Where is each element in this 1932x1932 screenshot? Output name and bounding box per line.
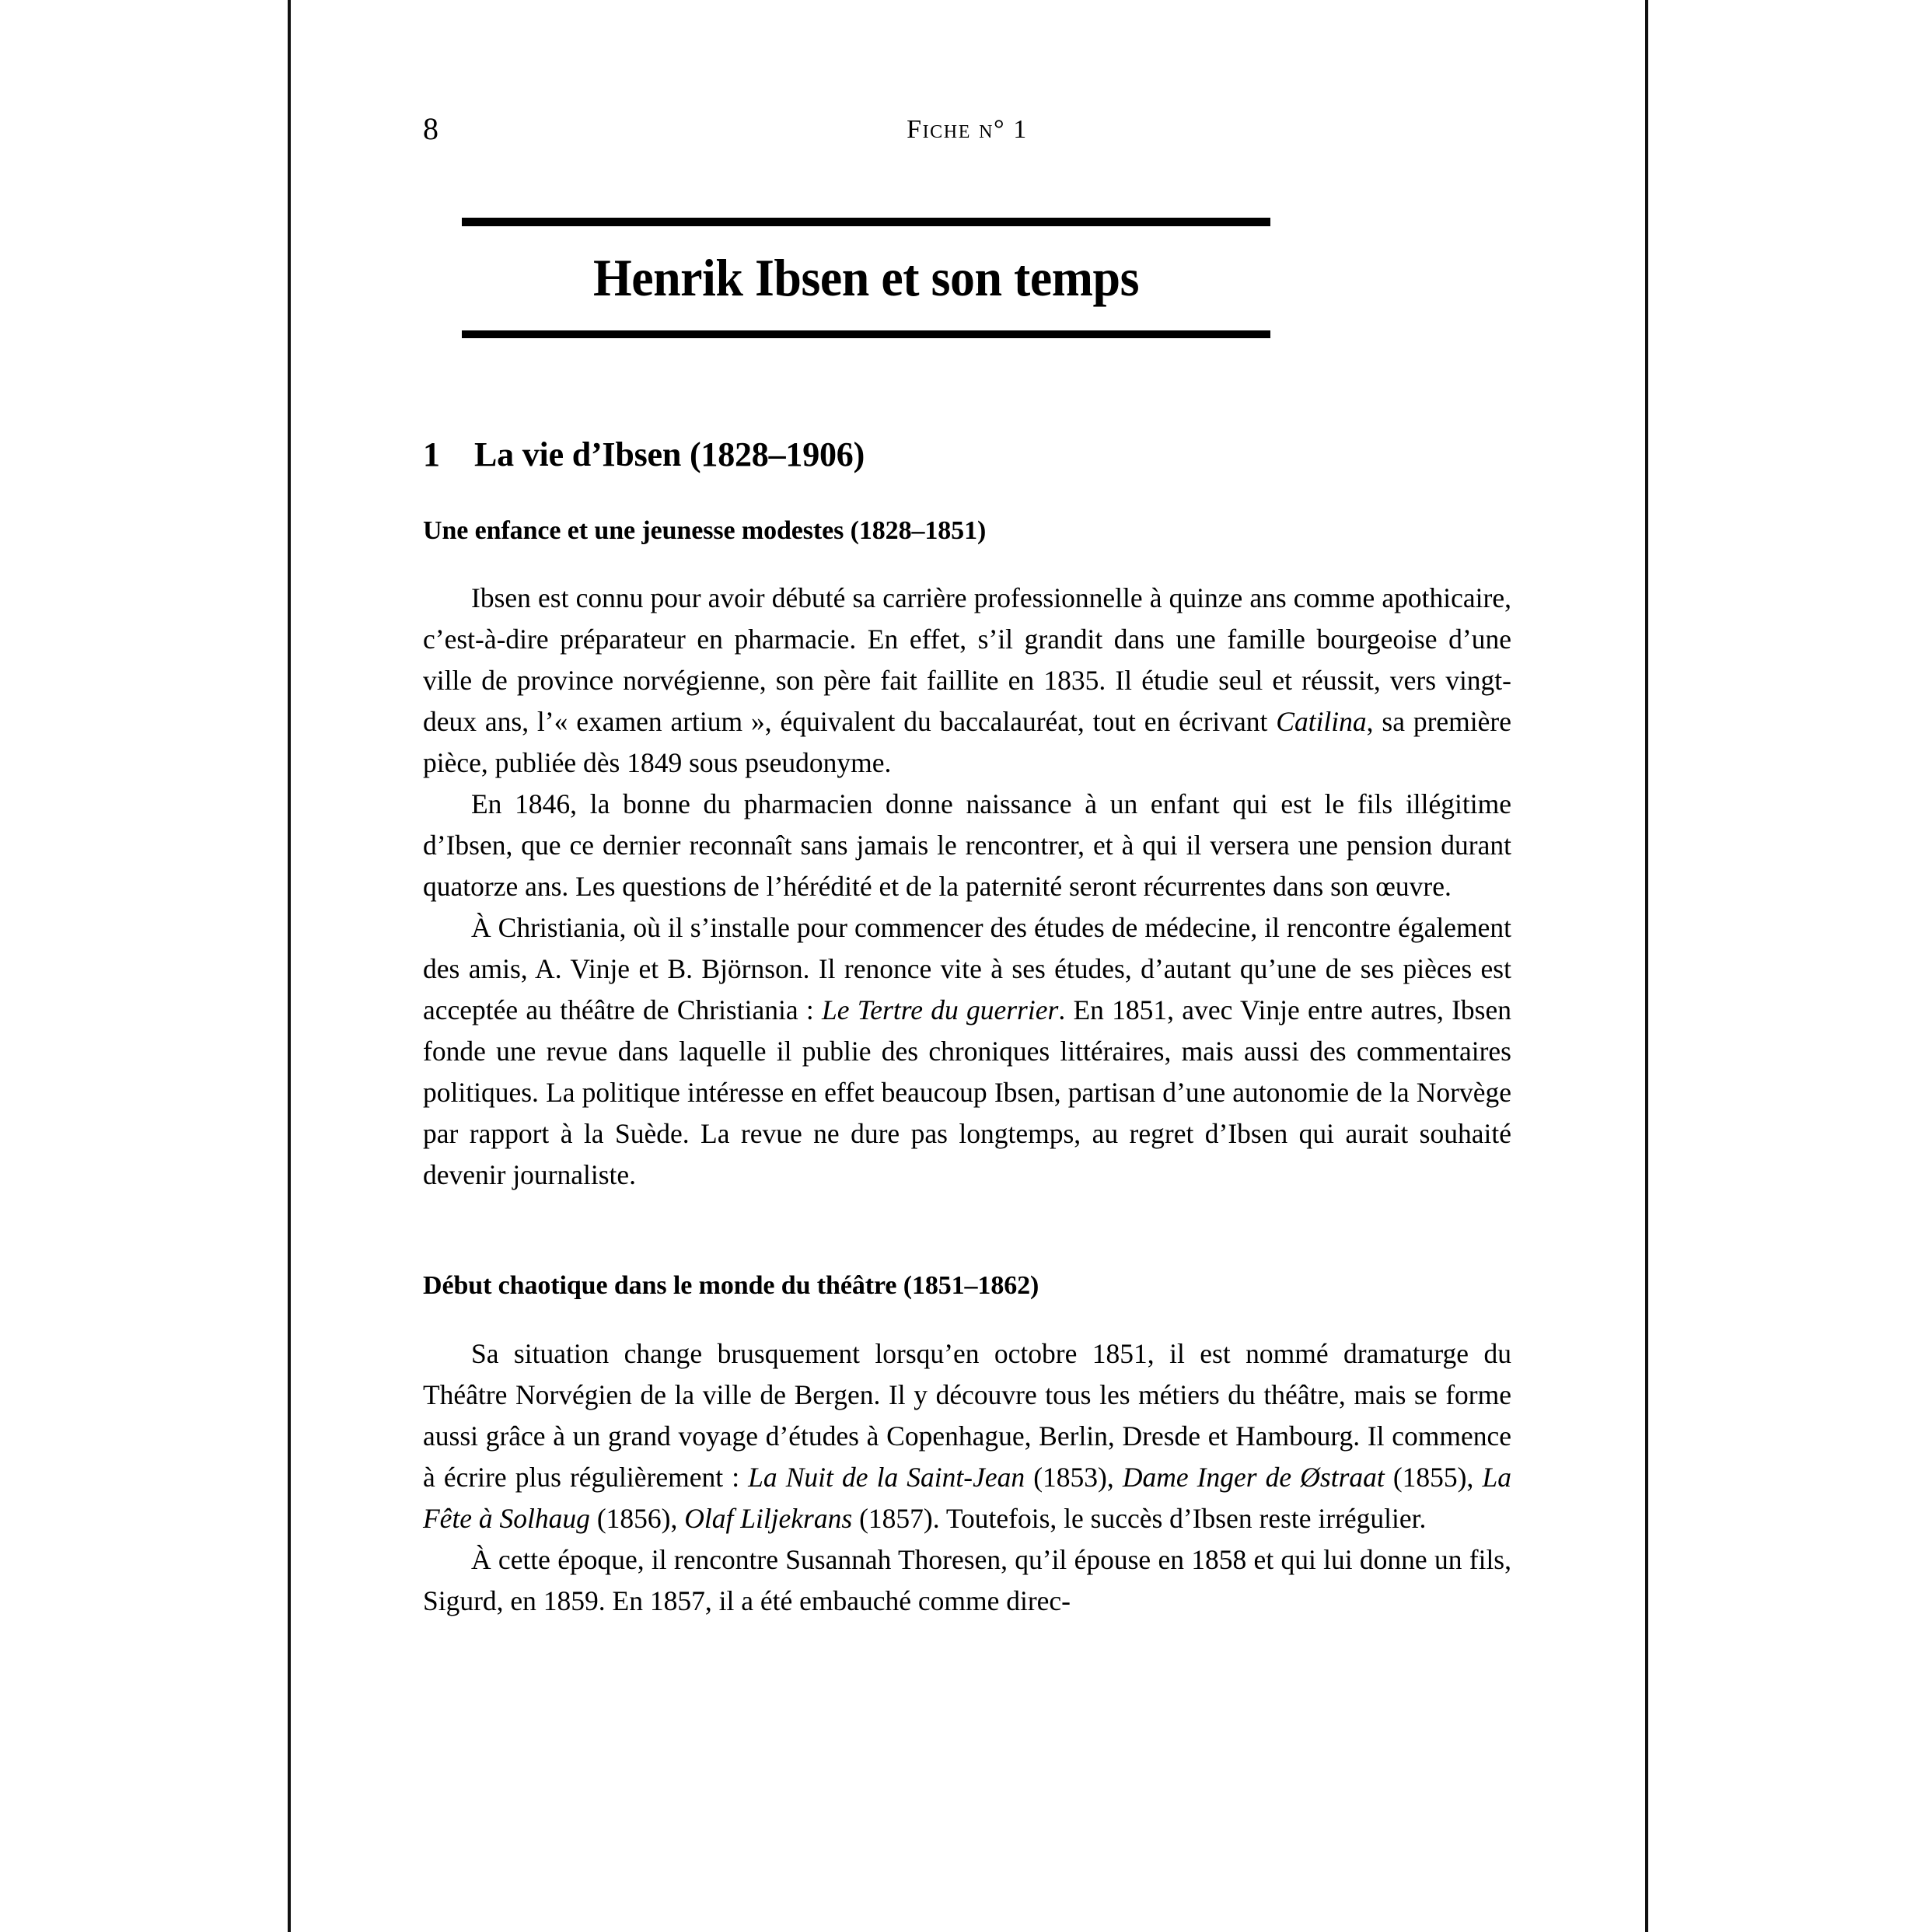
text-run: (1856), [589, 1503, 685, 1535]
text-run: À Christiania, où il s’installe pour commencer des études de médecine, il rencontre également des amis, A. Vinje et B. Björnson. Il renonce vite à ses études, d’autant qu’une de ses pièces est acceptée au théâtre de Christiania : [423, 912, 1511, 1026]
text-run: (1853), [1025, 1462, 1123, 1494]
body-paragraph [423, 1333, 1511, 1539]
page-content-area [291, 0, 1645, 1932]
body-paragraph [423, 578, 1511, 784]
running-head [423, 109, 1511, 155]
text-column [423, 435, 1511, 1622]
text-run: , sa première pièce, publiée dès 1849 sous pseudonyme. [423, 706, 1511, 779]
body-paragraph [423, 784, 1511, 907]
title-rule-top [462, 218, 1270, 226]
italic-title: Catilina [1276, 706, 1367, 738]
section-number: 1 [423, 435, 440, 473]
italic-title: La Fête à Solhaug [423, 1462, 1511, 1535]
page-number: 8 [423, 111, 439, 146]
running-head-title: Fiche n° 1 [907, 115, 1028, 144]
text-run: En 1846, la bonne du pharmacien donne naissance à un enfant qui est le fils illégitime d’Ibsen, que ce dernier reconnaît sans jamais le rencontrer, et à qui il versera une pension durant quatorze ans. Les questions de l’hérédité et de la paternité seront récurrentes dans son œuvre. [423, 788, 1511, 903]
section-heading-label: La vie d’Ibsen (1828–1906) [474, 435, 865, 473]
title-rule-bottom [462, 330, 1270, 338]
text-run: Ibsen est connu pour avoir débuté sa carrière professionnelle à quinze ans comme apothicaire, c’est-à-dire préparateur en pharmacie. En effet, s’il grandit dans une famille bourgeoise d’une ville de province norvégienne, son père fait faillite en 1835. Il étudie seul et réussit, vers vingt-deux ans, l’« examen artium », équivalent du baccalauréat, tout en écrivant [423, 582, 1511, 738]
body-paragraph [423, 1539, 1511, 1622]
subsection-list [423, 515, 1511, 1623]
page-title: Henrik Ibsen et son temps [592, 248, 1140, 307]
text-run: . En 1851, avec Vinje entre autres, Ibsen fonde une revue dans laquelle il publie des chroniques littéraires, mais aussi des commentaires politiques. La politique intéresse en effet beaucoup Ibsen, partisan d’une autonomie de la Norvège par rapport à la Suède. La revue ne dure pas longtemps, au regret d’Ibsen qui aurait souhaité devenir journaliste. [423, 994, 1511, 1191]
subsection-heading: Début chaotique dans le monde du théâtre (1851–1862) [423, 1271, 1039, 1301]
page-sheet [288, 0, 1648, 1932]
text-run: À cette époque, il rencontre Susannah Thoresen, qu’il épouse en 1858 et qui lui donne un fils, Sigurd, en 1859. En 1857, il a été embauché comme direc- [423, 1544, 1511, 1617]
italic-title: Olaf Liljekrans [684, 1503, 853, 1535]
text-run: Sa situation change brusquement lorsqu’en octobre 1851, il est nommé dramaturge du Théâtre Norvégien de la ville de Bergen. Il y découvre tous les métiers du théâtre, mais se forme aussi grâce à un grand voyage d’études à Copenhague, Berlin, Dresde et Hambourg. Il commence à écrire plus régulièrement : [423, 1338, 1511, 1494]
body-paragraph [423, 907, 1511, 1196]
italic-title: Dame Inger de Østraat [1122, 1462, 1385, 1494]
italic-title: Le Tertre du guerrier [822, 994, 1059, 1026]
text-run: (1857). Toutefois, le succès d’Ibsen reste irrégulier. [852, 1503, 1427, 1535]
subsection-heading: Une enfance et une jeunesse modestes (1828–1851) [423, 515, 987, 545]
text-run: (1855), [1384, 1462, 1483, 1494]
title-banner [462, 218, 1270, 338]
section-heading [423, 435, 1511, 475]
italic-title: La Nuit de la Saint-Jean [748, 1462, 1025, 1494]
